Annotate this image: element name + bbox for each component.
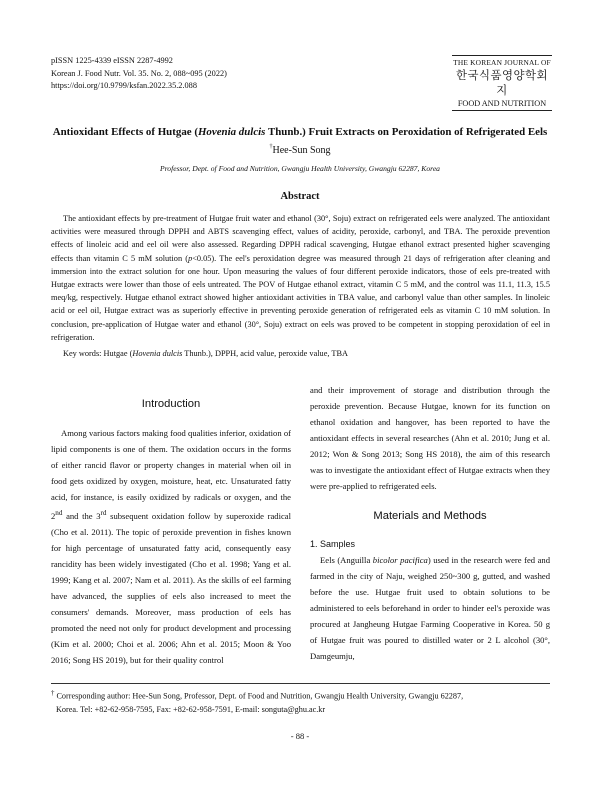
journal-name-ko: 한국식품영양학회지 — [455, 68, 549, 97]
right-column — [310, 382, 550, 664]
citation-line: Korean J. Food Nutr. Vol. 35. No. 2, 088~095 (2022) — [51, 68, 227, 78]
samples-paragraph: Eels (Anguilla bicolor pacifica) used in the research were fed and farmed in the city of Naju, weighed 250~300 g, gutted, and washed before the use. Hutgae fruit used to obtain solutions to be administered to eels beforehand in order to hinder eel's peroxide was procured at Jangheung Hutgae Farming Cooperative in Korea. 50 g of Hutgae fruit was poured to distilled water or 2 L alcohol (30°, Damgeumju, — [310, 555, 551, 661]
introduction-paragraph: Among various factors making food qualities inferior, oxidation of lipid components is one of them. The oxidation occurs in the forms of either rancid flavor or property changes in material when oil in food gets oxidized by oxygen, moisture, heat, etc. Unsaturated fatty acid, for instance, is easily oxidized by radicals or oxygen, and the 2nd and the 3rd subsequent oxidation follow by superoxide radical (Cho et al. 2011). The topic of peroxide prevention in fishes known for high percentage of unsaturated fatty acid, consequently easy rancidity has been widely investigated (Cho et al. 1998; Yang et al. 1999; Kang et al. 2007; Nam et al. 2011). As the skills of eel farming have advanced, the supplies of eels also increased to meet the consumers' demands. Moreover, mass production of eels has promoted the need not only for product development and processing (Kim et al. 2000; Choi et al. 2006; Ahn et al. 2015; Moon & Yoo 2016; Song HS 2019), but for their quality control — [51, 428, 291, 665]
samples-heading: 1. Samples — [310, 539, 356, 549]
keywords: Key words: Hutgae (Hovenia dulcis Thunb.), DPPH, acid value, peroxide value, TBA — [63, 349, 348, 358]
author-mark: † — [269, 144, 273, 150]
journal-name-en-top: THE KOREAN JOURNAL OF — [453, 58, 551, 67]
affiliation: Professor, Dept. of Food and Nutrition, Gwangju Health University, Gwangju 62287, Korea — [160, 164, 440, 173]
paper-title: Antioxidant Effects of Hutgae (Hovenia dulcis Thunb.) Fruit Extracts on Peroxidation of Refrigerated Eels — [52, 126, 548, 138]
author-line — [0, 145, 600, 156]
page-number: - 88 - — [290, 731, 310, 741]
author-name: Hee-Sun Song — [272, 145, 331, 156]
abstract-heading: Abstract — [280, 191, 320, 202]
introduction-heading: Introduction — [141, 398, 201, 410]
left-column — [51, 382, 291, 668]
methods-heading: Materials and Methods — [373, 510, 487, 522]
introduction-continued: and their improvement of storage and distribution through the peroxide prevention. Because Hutgae, known for its function on ethanol oxidation and hangover, has been reported to have the antioxidant effects in several researches (Ahn et al. 2010; Jung et al. 2012; Won & Song 2013; Song HS 2018), the aim of this research was to investigate the antioxidant effect of Hutgae extracts when they were pre-applied to refrigerated eels. — [310, 385, 550, 491]
journal-header-info — [51, 55, 227, 93]
doi-link[interactable]: https://doi.org/10.9799/ksfan.2022.35.2.088 — [51, 81, 197, 90]
journal-name-en-bottom: FOOD AND NUTRITION — [452, 98, 552, 111]
issn-line: pISSN 1225-4339 eISSN 2287-4992 — [51, 56, 173, 65]
corresponding-author-footnote: † Corresponding author: Hee-Sun Song, Professor, Dept. of Food and Nutrition, Gwangju Health University, Gwangju 62287, Korea. Tel: +82-62-958-7595, Fax: +82-62-958-7591, E-mail: songuta@ghu.ac.kr — [51, 683, 550, 717]
journal-logo — [452, 55, 552, 111]
abstract-body: The antioxidant effects by pre-treatment of Hutgae fruit water and ethanol (30°, Soju) extract on refrigerated eels were analyzed. The antioxidant activities were measured through DPPH and ABTS scavenging effect, values of acidity, peroxide, carbonyl, and TBA. The peroxide prevention effects of linoleic acid and eel oil were also assessed. Regarding DPPH radical scavenging, Hutgae ethanol extract presented higher scavenging effects than vitamin C 5 mM solution (p<0.05). The eel's peroxidation degree was measured through 21 days of refrigeration after cleaning and immersion into the extract solution for one hour. Upon measuring the values of four different peroxide indicators, those of eels pre-treated with Hutgae extracts were lower than those of eels untreated. The POV of Hutgae ethanol extract, vitamin C 5 mM, and the control was 11.1, 11.3, 15.5 meq/kg, respectively. Hutgae ethanol extract showed higher antioxidant activities in TBA value, and carbonyl value than other samples. In linoleic acid or eel oil, Hutgae extract was as superiorly effective in preventing peroxide generation of refrigerated eels as vitamin C 10 mM solution. In conclusion, pre-application of Hutgae water and ethanol (30°, Soju) extract on eels was proved to be competent in stopping peroxidation of eel in refrigeration. — [51, 214, 551, 342]
